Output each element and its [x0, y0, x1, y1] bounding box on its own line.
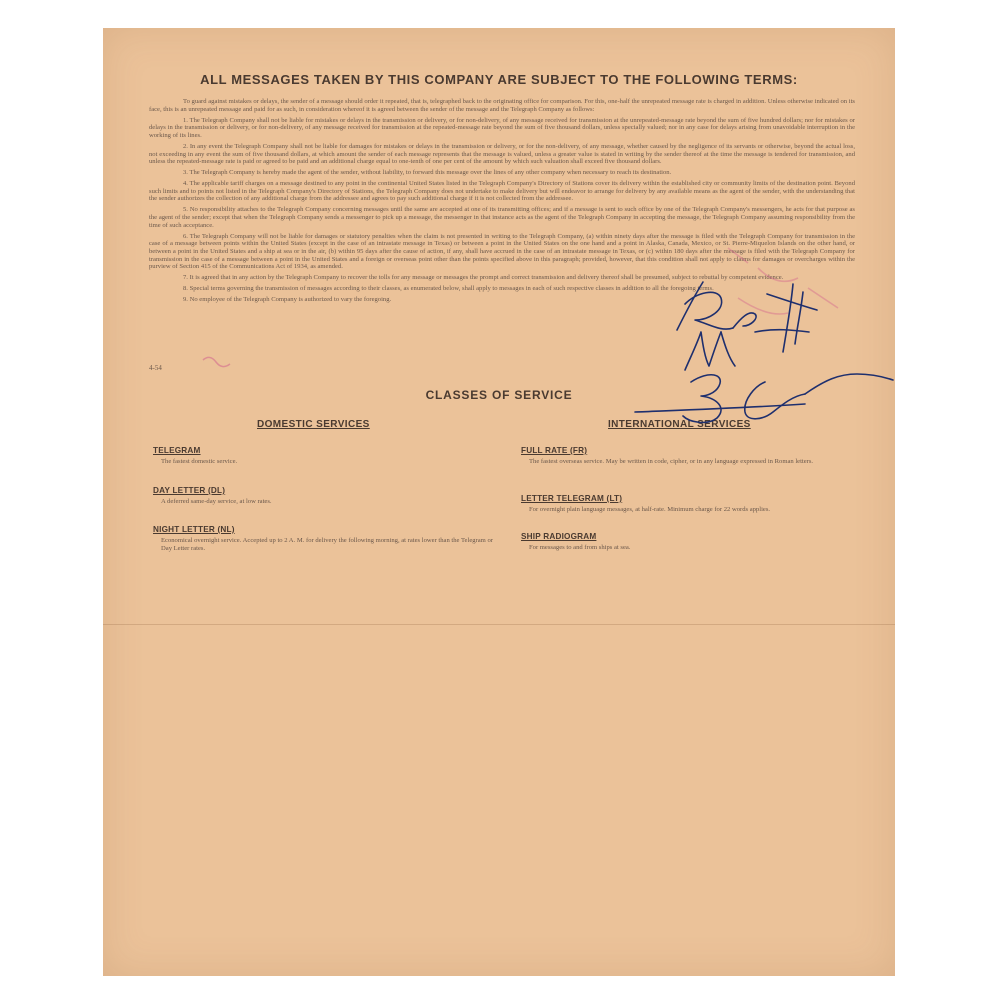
stamp-mark-left: [198, 350, 238, 380]
service-description: A deferred same-day service, at low rates.: [161, 498, 272, 505]
domestic-services-heading: DOMESTIC SERVICES: [257, 419, 370, 430]
service-description: For overnight plain language messages, at half-rate. Minimum charge for 22 words applies.: [529, 506, 771, 513]
service-letter-telegram: [521, 494, 851, 514]
fold-crease: [103, 624, 895, 625]
service-ship-radiogram: [521, 532, 851, 552]
terms-paragraph: 3. The Telegraph Company is hereby made the agent of the sender, without liability, to forward this message over the lines of any other company when necessary to reach its destination.: [183, 169, 672, 177]
terms-paragraph: 1. The Telegraph Company shall not be liable for mistakes or delays in the transmission or delivery, or for non-delivery, of any message received for transmission at the unrepeated-message rate beyond the sum of five hundred dollars; nor for mistakes or delays in the transmission or delivery, or for non-delivery, of any message received for transmission at the repeated-message rate beyond the sum of five thousand dollars, unless specially valued; nor in any case for delays arising from unavoidable interruption in the working of its lines.: [149, 116, 855, 139]
telegram-back-sheet: [103, 28, 895, 976]
terms-paragraph: 4. The applicable tariff charges on a message destined to any point in the continental United States listed in the Telegraph Company's Directory of Stations cover its delivery within the established city or community limits of the destination point. Beyond such limits and to points not listed in the Telegraph Company's Directory of Stations, the Telegraph Company does not undertake to make delivery but will endeavor to arrange for delivery by any available means as the agent of the sender, with the understanding that the sender authorizes the collection of any additional charge from the addressee and agrees to pay such additional charge if it is not collected from the addressee.: [149, 180, 855, 203]
terms-paragraph: 9. No employee of the Telegraph Company is authorized to vary the foregoing.: [183, 296, 392, 304]
terms-paragraph: 6. The Telegraph Company will not be liable for damages or statutory penalties when the claim is not presented in writing to the Telegraph Company, (a) within ninety days after the message is filed with the Telegraph Company for transmission in the case of a message between points within the United States (except in the case of an intrastate message in Texas) or between a point in the United States on the one hand and a point in Alaska, Canada, Mexico, or St. Pierre-Miquelon Islands on the other hand, or between a point in the United States and a ship at sea or in the air, (b) within 95 days after the cause of action, if any, shall have accrued in the case of an intrastate message in Texas, or (c) within 180 days after the message is filed with the Telegraph Company for transmission in the case of a message between a point in the United States and a foreign or overseas point other than the points specified above in this paragraph; provided, however, that this condition shall not apply to claims for damages or overcharges within the purview of Section 415 of the Communications Act of 1934, as amended.: [149, 232, 855, 271]
service-name: LETTER TELEGRAM (LT): [521, 494, 623, 503]
service-name: DAY LETTER (DL): [153, 486, 226, 495]
terms-heading: ALL MESSAGES TAKEN BY THIS COMPANY ARE SUBJECT TO THE FOLLOWING TERMS:: [200, 72, 798, 87]
terms-paragraph: To guard against mistakes or delays, the sender of a message should order it repeated, that is, telegraphed back to the originating office for comparison. For this, one-half the unrepeated message rate is charged in addition. Unless otherwise indicated on its face, this is an unrepeated message and paid for as such, in consideration whereof it is agreed between the sender of the message and the Telegraph Company as follows:: [149, 98, 855, 113]
service-description: The fastest overseas service. May be written in code, cipher, or in any language expressed in Roman letters.: [529, 458, 814, 465]
service-name: NIGHT LETTER (NL): [153, 525, 235, 534]
service-day-letter: [153, 486, 493, 506]
service-name: SHIP RADIOGRAM: [521, 532, 597, 541]
classes-of-service-title: CLASSES OF SERVICE: [425, 388, 573, 402]
service-name: TELEGRAM: [153, 446, 201, 455]
terms-paragraph: 8. Special terms governing the transmission of messages according to their classes, as enumerated below, shall apply to messages in each of such respective classes in addition to all the foregoing terms.: [183, 285, 714, 293]
terms-paragraph: 5. No responsibility attaches to the Telegraph Company concerning messages until the same are accepted at one of its transmitting offices; and if a message is sent to such office by one of the Telegraph Company's messengers, he acts for that purpose as the agent of the sender; except that when the Telegraph Company sends a messenger to pick up a message, the messenger in that instance acts as the agent of the Telegraph Company in accepting the message, the Telegraph Company assuming responsibility from the time of such acceptance.: [149, 206, 855, 229]
service-telegram: [153, 446, 493, 466]
service-night-letter: [153, 525, 493, 553]
service-full-rate: [521, 446, 851, 466]
service-name: FULL RATE (FR): [521, 446, 588, 455]
form-number: 4-54: [149, 364, 162, 372]
service-description: For messages to and from ships at sea.: [529, 544, 631, 551]
international-services-heading: INTERNATIONAL SERVICES: [608, 419, 751, 430]
terms-paragraph: 2. In any event the Telegraph Company shall not be liable for damages for mistakes or delays in the transmission or delivery, or for the non-delivery, of any message, whether caused by the negligence of its servants or otherwise, beyond the actual loss, not exceeding in any event the sum of five thousand dollars, at which amount the sender of each message represents that the message is valued, unless a greater value is stated in writing by the sender thereof at the time the message is tendered for transmission, and unless the repeated-message rate is paid or agreed to be paid and an additional charge equal to one-tenth of one per cent of the amount by which such valuation shall exceed five thousand dollars.: [149, 142, 855, 166]
service-description: Economical overnight service. Accepted up to 2 A. M. for delivery the following morning, at rates lower than the Telegram or Day Letter rates.: [161, 537, 493, 553]
handwritten-signature: [625, 270, 905, 430]
terms-paragraph: 7. It is agreed that in any action by the Telegraph Company to recover the tolls for any message or messages the prompt and correct transmission and delivery thereof shall be presumed, subject to rebuttal by competent evidence.: [183, 274, 784, 282]
service-description: The fastest domestic service.: [161, 458, 238, 465]
